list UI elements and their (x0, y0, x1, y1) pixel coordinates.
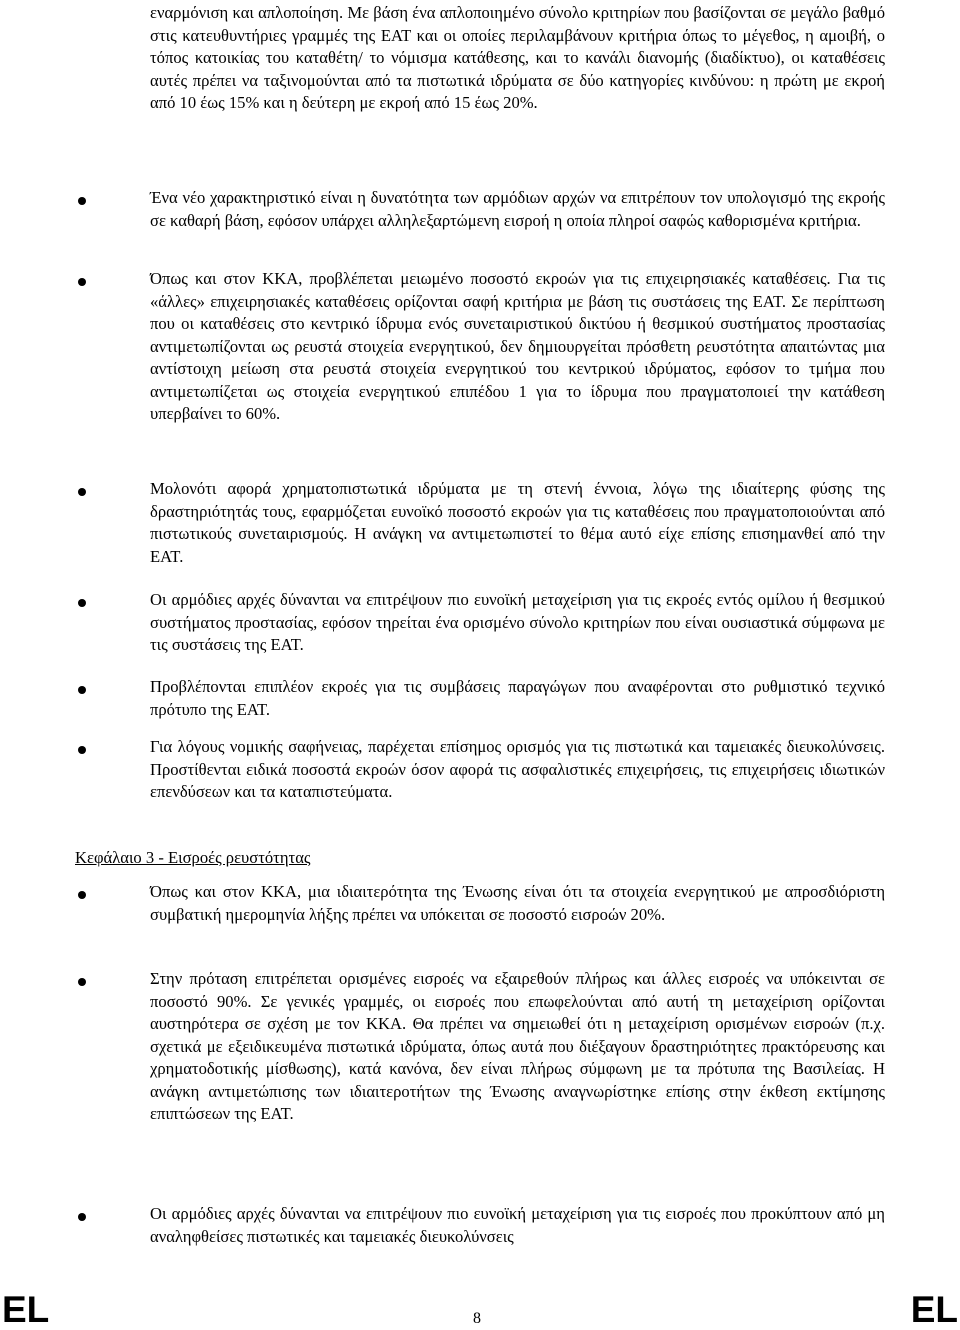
bullet-icon (78, 488, 86, 496)
paragraph-exempt-inflows: Στην πρόταση επιτρέπεται ορισμένες εισροές να εξαιρεθούν πλήρως και άλλες εισροές να υπόκεινται σε ποσοστό 90%. Σε γενικές γραμμές, οι εισροές που επωφελούνται από αυτή τη μεταχείριση ορίζονται αυστηρότερα σε σχέση με τον ΚΚΑ. Θα πρέπει να σημειωθεί ότι η μεταχείριση ορισμένων εισροών (π.χ. σχετικά με εξειδικευμένα πιστωτικά ιδρύματα, όπως αυτά που διέξαγουν δραστηριότητες πρακτόρευσης και χρηματοδοτικής μίσθωσης), κατά κανόνα, δεν είναι πλήρως σύμφωνη με τα πρότυπα της Βασιλείας. Η ανάγκη αντιμετώπισης των ιδιαιτεροτήτων της Ένωσης αναγνωρίστηκε επίσης στην έκθεση εκτίμησης επιπτώσεων της ΕΑΤ. (150, 969, 885, 1123)
paragraph-undrawn-facilities: Οι αρμόδιες αρχές δύνανται να επιτρέψουν πιο ευνοϊκή μεταχείριση για τις εισροές που προκύπτουν από μη αναληφθείσες πιστωτικές και ταμειακές διευκολύνσεις (150, 1204, 885, 1246)
bullet-icon (78, 599, 86, 607)
paragraph-derivatives: Προβλέπονται επιπλέον εκροές για τις συμβάσεις παραγώγων που αναφέρονται στο ρυθμιστικό τεχνικό πρότυπο της ΕΑΤ. (150, 677, 885, 719)
footer-language-code-right: EL (910, 1289, 958, 1330)
bullet-icon (78, 686, 86, 694)
paragraph-undetermined-maturity: Όπως και στον ΚΚΑ, μια ιδιαιτερότητα της Ένωσης είναι ότι τα στοιχεία ενεργητικού με απροσδιόριστη συμβατική ημερομηνία λήξης πρέπει να υπόκειται σε ποσοστό εισροών 20%. (150, 882, 885, 924)
paragraph-netting: Ένα νέο χαρακτηριστικό είναι η δυνατότητα των αρμόδιων αρχών να επιτρέπουν τον υπολογισμό της εκροής σε καθαρή βάση, εφόσον υπάρχει αλληλεξαρτώμενη εισροή η οποία πληροί σαφώς καθορισμένα κριτήρια. (150, 188, 885, 230)
footer-language-code-left: EL (2, 1289, 50, 1330)
paragraph-credit-cooperatives: Μολονότι αφορά χρηματοπιστωτικά ιδρύματα με τη στενή έννοια, λόγω της ιδιαίτερης φύσης της δραστηριότητάς τους, εφαρμόζεται ευνοϊκό ποσοστό εκροών για τις καταθέσεις που πραγματοποιούνται από πιστωτικούς συνεταιρισμούς. Η ανάγκη να αντιμετωπιστεί το θέμα αυτό είχε επίσης επισημανθεί από την ΕΑΤ. (150, 479, 885, 566)
bullet-icon (78, 746, 86, 754)
bullet-icon (78, 978, 86, 986)
paragraph-operational-deposits: Όπως και στον ΚΚΑ, προβλέπεται μειωμένο ποσοστό εκροών για τις επιχειρησιακές καταθέσεις. Για τις «άλλες» επιχειρησιακές καταθέσεις ορίζονται σαφή κριτήρια με βάση τις συστάσεις της ΕΑΤ. Σε περίπτωση που οι καταθέσεις στο κεντρικό ίδρυμα ενός συνεταιριστικού δικτύου ή θεσμικού συστήματος προστασίας αντιμετωπίζονται ως ρευστά στοιχεία ενεργητικού, δεν δημιουργείται πρόσθετη ρευστότητα απαιτώντας μια αντίστοιχη μείωση στα ρευστά στοιχεία ενεργητικού του κεντρικού ιδρύματος, εφόσον το τμήμα που αντιμετωπίζεται ως στοιχεία ενεργητικού επιπέδου 1 για το ίδρυμα που πραγματοποιεί την κατάθεση υπερβαίνει το 60%. (150, 269, 885, 423)
bullet-icon (78, 278, 86, 286)
section-heading: Κεφάλαιο 3 - Εισροές ρευστότητας (75, 848, 311, 867)
paragraph-intro: εναρμόνιση και απλοποίηση. Με βάση ένα απλοποιημένο σύνολο κριτηρίων που βασίζονται σε μεγάλο βαθμό στις κατευθυντήριες γραμμές της ΕΑΤ και οι οποίες περιλαμβάνουν κριτήρια όπως το μέγεθος, η αμοιβή, ο τόπος κατοικίας του καταθέτη/ το νόμισμα κατάθεσης, και το κανάλι διανομής (διαδίκτυο), οι καταθέσεις αυτές πρέπει να ταξινομούνται από τα πιστωτικά ιδρύματα σε δύο κατηγορίες κινδύνου: η πρώτη με εκροή από 10 έως 15% και η δεύτερη με εκροή από 15 έως 20%. (150, 3, 885, 112)
bullet-icon (78, 891, 86, 899)
paragraph-credit-facilities: Για λόγους νομικής σαφήνειας, παρέχεται επίσημος ορισμός για τις πιστωτικά και ταμειακές διευκολύνσεις. Προστίθενται ειδικά ποσοστά εκροών όσον αφορά τις ασφαλιστικές επιχειρήσεις, τις επιχειρήσεις ιδιωτικών επενδύσεων και τα καταπιστεύματα. (150, 737, 885, 801)
bullet-icon (78, 197, 86, 205)
paragraph-intragroup-outflows: Οι αρμόδιες αρχές δύνανται να επιτρέψουν πιο ευνοϊκή μεταχείριση για τις εκροές εντός ομίλου ή θεσμικού συστήματος προστασίας, εφόσον τηρείται ένα ορισμένο σύνολο κριτηρίων που είναι ουσιαστικά σύμφωνα με τις συστάσεις της ΕΑΤ. (150, 590, 885, 654)
bullet-icon (78, 1213, 86, 1221)
page-number: 8 (473, 1310, 481, 1327)
